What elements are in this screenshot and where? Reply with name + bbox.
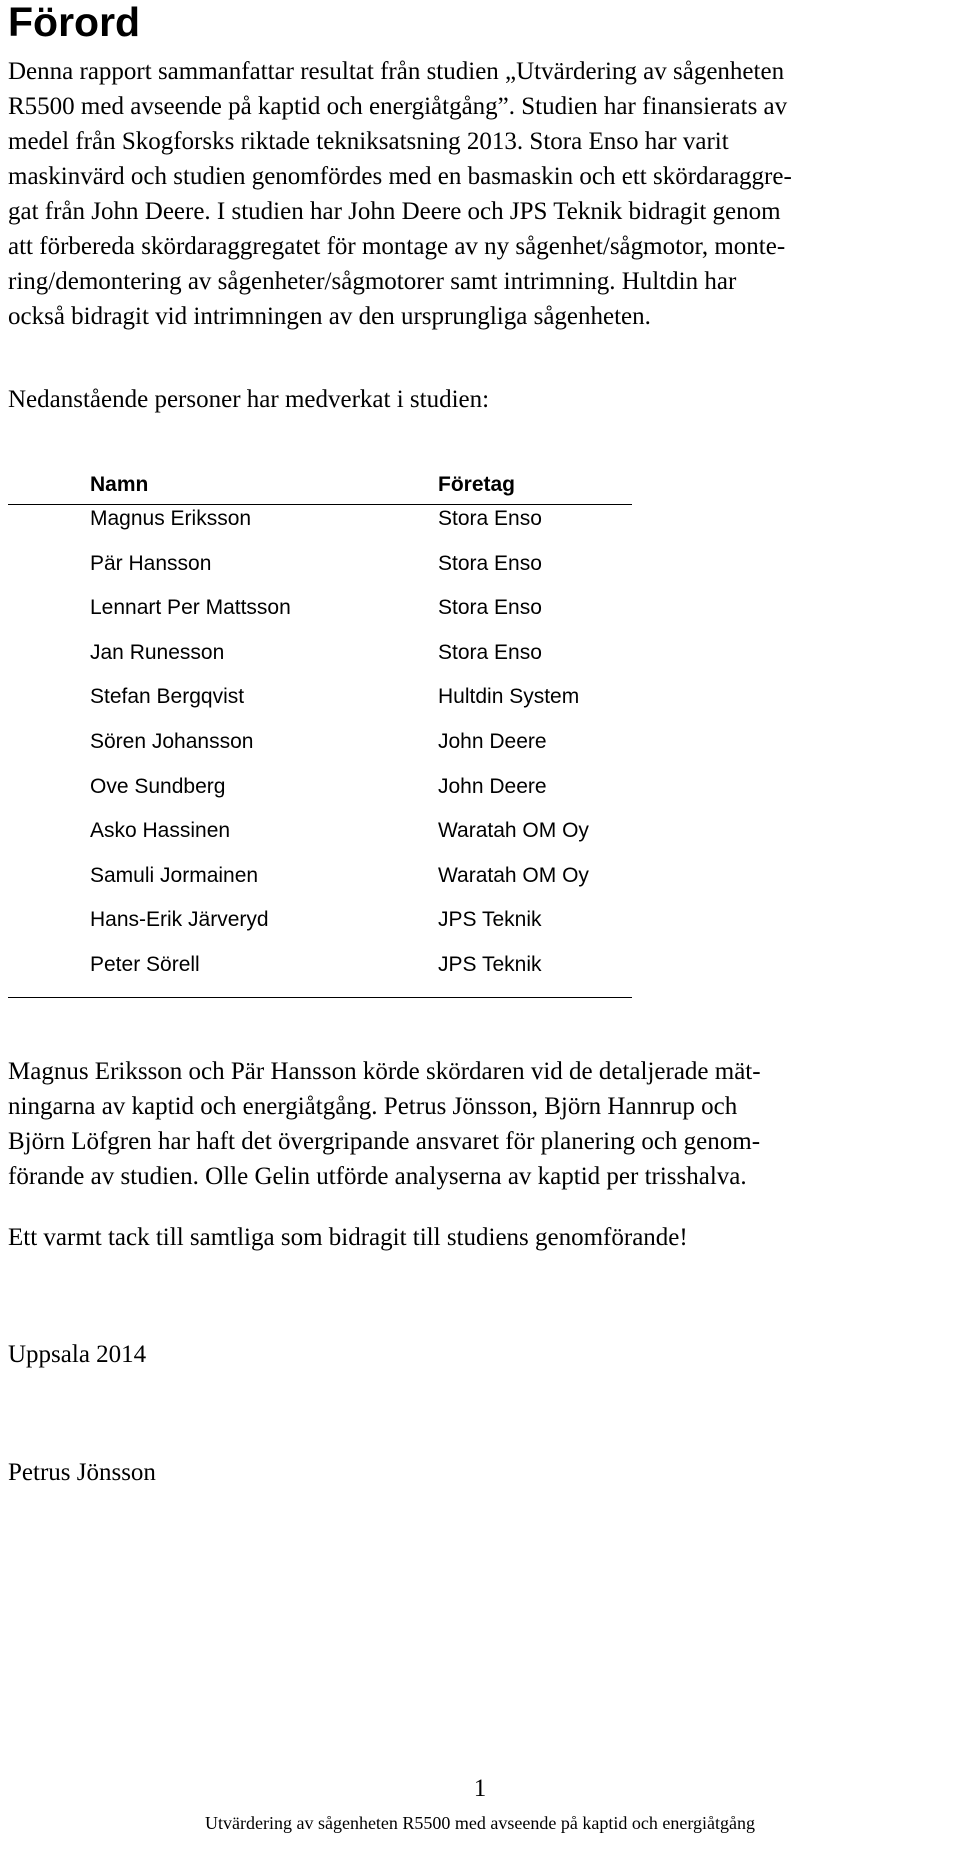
person-company: Stora Enso	[438, 507, 542, 530]
place-and-year: Uppsala 2014	[8, 1341, 147, 1368]
table-header-rule	[8, 504, 632, 505]
thanks-paragraph: Ett varmt tack till samtliga som bidragit till studiens genomförande!	[8, 1224, 688, 1251]
running-footer-title: Utvärdering av sågenheten R5500 med avseende på kaptid och energiåtgång	[205, 1813, 755, 1833]
person-company: John Deere	[438, 729, 547, 753]
person-company: JPS Teknik	[438, 908, 542, 932]
table-row	[0, 502, 632, 547]
person-name: Ove Sundberg	[90, 774, 226, 798]
person-name: Jan Runesson	[90, 640, 225, 664]
person-name: Magnus Eriksson	[90, 507, 252, 530]
intro-line: R5500 med avseende på kaptid och energiåtgång”. Studien har finansierats av	[8, 93, 788, 120]
person-company: Waratah OM Oy	[438, 819, 589, 843]
table-row	[0, 770, 632, 815]
person-company: Stora Enso	[438, 551, 542, 575]
table-row	[0, 725, 632, 770]
person-name: Peter Sörell	[90, 952, 200, 976]
participants-table	[0, 468, 632, 976]
person-company: John Deere	[438, 774, 547, 798]
person-name: Asko Hassinen	[90, 819, 231, 843]
outro-line: ningarna av kaptid och energiåtgång. Petrus Jönsson, Björn Hannrup och	[8, 1093, 738, 1120]
table-row	[0, 591, 632, 636]
header-name: Namn	[90, 473, 149, 496]
intro-paragraph	[8, 54, 930, 334]
person-company: JPS Teknik	[438, 952, 542, 976]
outro-line: Björn Löfgren har haft det övergripande ansvaret för planering och genom-	[8, 1128, 761, 1155]
person-name: Lennart Per Mattsson	[90, 596, 291, 620]
participants-lead: Nedanstående personer har medverkat i studien:	[8, 386, 490, 413]
person-company: Waratah OM Oy	[438, 863, 589, 887]
intro-line: ring/demontering av sågenheter/sågmotorer samt intrimning. Hultdin har	[8, 268, 737, 295]
table-row	[0, 948, 632, 993]
person-name: Stefan Bergqvist	[90, 685, 245, 709]
person-company: Hultdin System	[438, 685, 580, 709]
outro-paragraph	[8, 1054, 930, 1194]
table-row	[0, 903, 632, 948]
person-company: Stora Enso	[438, 596, 542, 620]
outro-line: Magnus Eriksson och Pär Hansson körde skördaren vid de detaljerade mät-	[8, 1058, 761, 1085]
table-body	[0, 502, 632, 993]
intro-line: att förbereda skördaraggregatet för montage av ny sågenhet/sågmotor, monte-	[8, 233, 786, 260]
person-name: Samuli Jormainen	[90, 863, 259, 887]
person-name: Hans-Erik Järveryd	[90, 908, 269, 932]
intro-line: Denna rapport sammanfattar resultat från studien „Utvärdering av sågenheten	[8, 58, 785, 85]
table-row	[0, 859, 632, 904]
table-row	[0, 636, 632, 681]
table-row	[0, 680, 632, 725]
intro-line: också bidragit vid intrimningen av den ursprungliga sågenheten.	[8, 303, 651, 330]
person-company: Stora Enso	[438, 640, 542, 664]
page-heading: Förord	[8, 0, 141, 45]
table-row	[0, 814, 632, 859]
intro-line: medel från Skogforsks riktade tekniksatsning 2013. Stora Enso har varit	[8, 128, 729, 155]
header-company: Företag	[438, 473, 516, 496]
intro-line: gat från John Deere. I studien har John Deere och JPS Teknik bidragit genom	[8, 198, 781, 225]
page-number: 1	[473, 1775, 487, 1802]
person-name: Pär Hansson	[90, 551, 212, 575]
signature: Petrus Jönsson	[8, 1459, 156, 1486]
table-row	[0, 547, 632, 592]
intro-line: maskinvärd och studien genomfördes med en basmaskin och ett skördaraggre-	[8, 163, 792, 190]
table-bottom-rule	[8, 997, 632, 998]
outro-line: förande av studien. Olle Gelin utförde analyserna av kaptid per trisshalva.	[8, 1163, 747, 1190]
person-name: Sören Johansson	[90, 729, 254, 753]
